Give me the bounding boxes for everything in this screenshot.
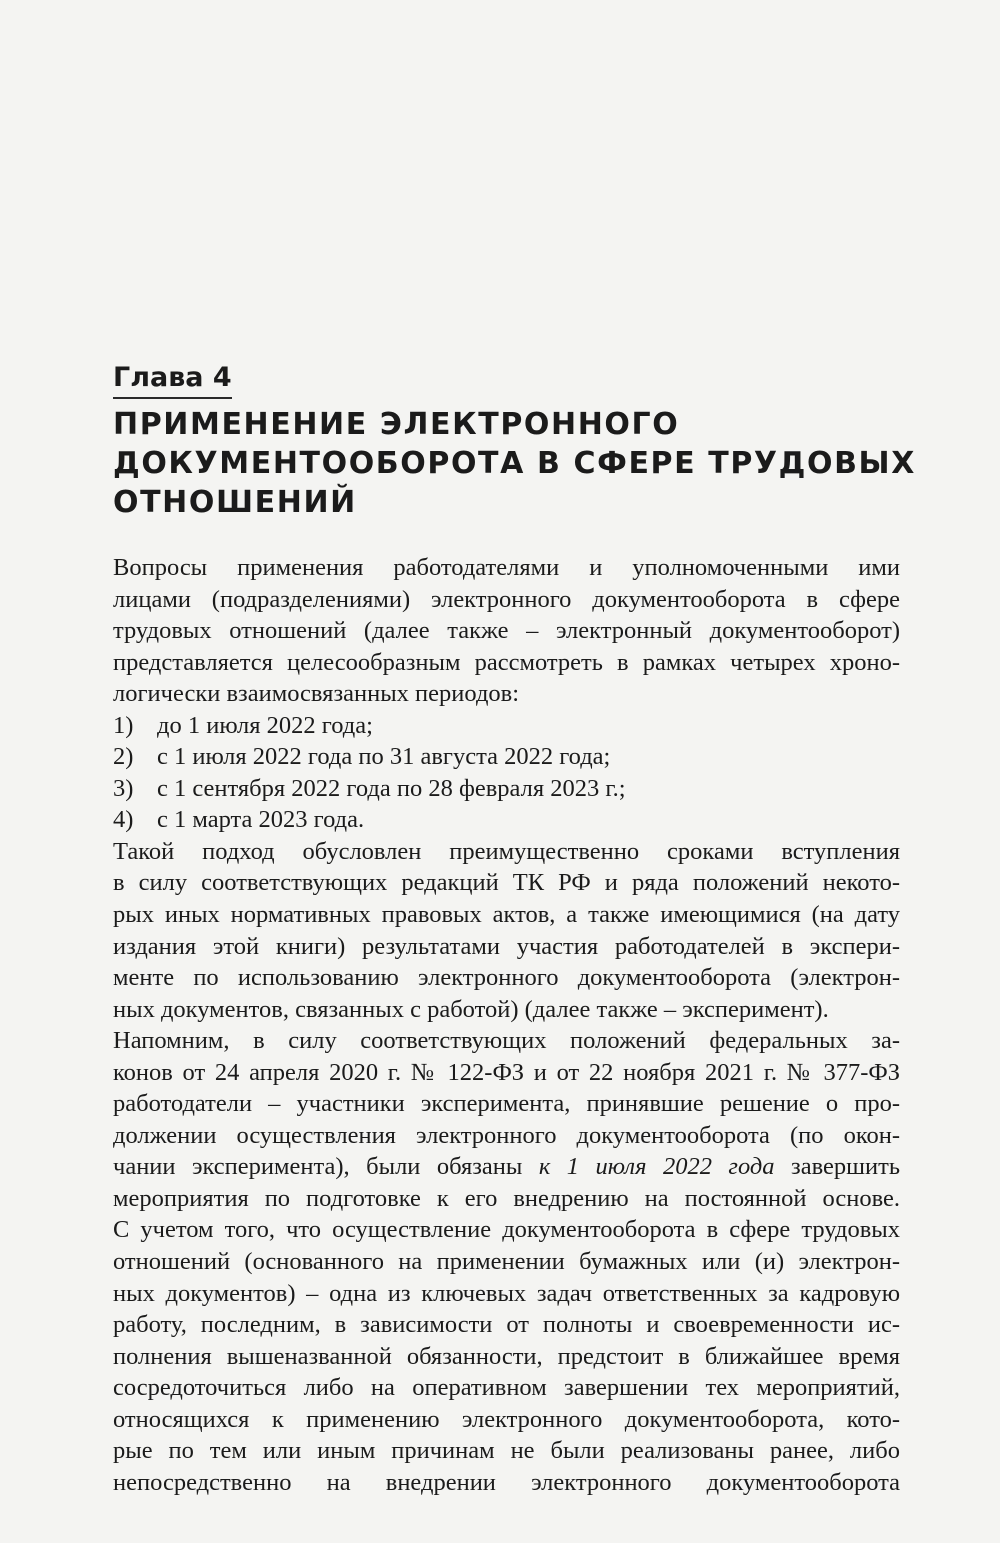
list-text: с 1 марта 2023 года. — [157, 806, 365, 834]
paragraph-line — [113, 1435, 900, 1467]
chapter-title-line: ОТНОШЕНИЙ — [113, 485, 357, 520]
paragraph-line — [113, 647, 900, 679]
line-text: Вопросы применения работодателями и уполномоченными ими — [113, 554, 900, 581]
paragraph-line — [113, 1341, 900, 1373]
line-text: чании эксперимента), были обязаны — [113, 1153, 523, 1181]
line-text: Напомним, в силу соответствующих положений федеральных за- — [113, 1027, 900, 1055]
italic-date: к 1 июля 2022 года — [538, 1153, 775, 1181]
paragraph-line — [113, 1372, 900, 1404]
line-text: трудовых отношений (далее также – электронный документооборот) — [113, 617, 900, 645]
line-text: конов от 24 апреля 2020 г. № 122-ФЗ и от 22 ноября 2021 г. № 377-ФЗ — [113, 1058, 900, 1086]
paragraph-line — [113, 584, 900, 616]
line-text: лицами (подразделениями) электронного документооборота в сфере — [113, 585, 900, 613]
line-text: менте по использованию электронного документооборота (электрон- — [113, 964, 900, 992]
paragraph-line — [113, 552, 900, 584]
line-text: издания этой книги) результатами участия работодателей в экспери- — [113, 932, 900, 960]
line-text: непосредственно на внедрении электронного документооборота — [113, 1468, 900, 1496]
body-text — [113, 552, 900, 1498]
paragraph-line — [113, 1151, 900, 1183]
paragraph-line — [113, 678, 900, 710]
paragraph-line — [113, 1183, 900, 1215]
line-text: отношений (основанного на применении бумажных или (и) электрон- — [113, 1248, 900, 1276]
chapter-title-line: ПРИМЕНЕНИЕ ЭЛЕКТРОННОГО — [113, 407, 680, 442]
list-text: с 1 сентября 2022 года по 28 февраля 2023 г.; — [157, 774, 626, 802]
line-text: должении осуществления электронного документооборота (по окон- — [113, 1121, 900, 1149]
list-number: 3) — [113, 774, 134, 802]
line-text: рых иных нормативных правовых актов, а также имеющимися (на дату — [113, 901, 900, 929]
line-text: относящихся к применению электронного документооборота, кото- — [113, 1405, 900, 1433]
line-text: представляется целесообразным рассмотреть в рамках четырех хроно- — [113, 648, 900, 676]
list-item — [113, 741, 900, 773]
list-number: 4) — [113, 806, 134, 834]
list-item — [113, 804, 900, 836]
paragraph-line — [113, 1025, 900, 1057]
paragraph-line — [113, 899, 900, 931]
line-text: завершить — [791, 1153, 900, 1181]
list-item — [113, 710, 900, 742]
paragraph-line — [113, 1214, 900, 1246]
paragraph-line — [113, 994, 900, 1026]
paragraph-line — [113, 1467, 900, 1499]
line-text: мероприятия по подготовке к его внедрению на постоянной основе. — [113, 1184, 900, 1212]
paragraph-line — [113, 1120, 900, 1152]
paragraph-line — [113, 615, 900, 647]
line-text: рые по тем или иным причинам не были реализованы ранее, либо — [113, 1437, 900, 1465]
line-text: Такой подход обусловлен преимущественно сроками вступления — [113, 837, 900, 865]
line-text: в силу соответствующих редакций ТК РФ и ряда положений некото- — [113, 869, 900, 897]
paragraph-line — [113, 1246, 900, 1278]
paragraph-line — [113, 962, 900, 994]
paragraph-line — [113, 931, 900, 963]
paragraph-line — [113, 1088, 900, 1120]
line-text: полнения вышеназванной обязанности, предстоит в ближайшее время — [113, 1342, 900, 1370]
chapter-label: Глава 4 — [113, 360, 232, 399]
list-number: 2) — [113, 743, 134, 771]
paragraph-line — [113, 1278, 900, 1310]
line-text: работу, последним, в зависимости от полноты и своевременности ис- — [113, 1311, 900, 1339]
paragraph-line — [113, 836, 900, 868]
line-text: сосредоточиться либо на оперативном завершении тех мероприятий, — [113, 1374, 900, 1402]
chapter-title-line: ДОКУМЕНТООБОРОТА В СФЕРЕ ТРУДОВЫХ — [113, 446, 916, 481]
paragraph-line — [113, 1309, 900, 1341]
line-text: ных документов) – одна из ключевых задач ответственных за кадровую — [113, 1279, 900, 1307]
paragraph-line — [113, 867, 900, 899]
line-text: С учетом того, что осуществление документооборота в сфере трудовых — [113, 1216, 900, 1244]
line-text: работодатели – участники эксперимента, принявшие решение о про- — [113, 1090, 900, 1118]
line-text: логически взаимосвязанных периодов: — [113, 680, 520, 708]
list-text: до 1 июля 2022 года; — [157, 711, 373, 739]
list-item — [113, 773, 900, 805]
chapter-title — [113, 405, 916, 522]
paragraph-line — [113, 1057, 900, 1089]
list-text: с 1 июля 2022 года по 31 августа 2022 года; — [157, 743, 611, 771]
paragraph-line — [113, 1404, 900, 1436]
line-text: ных документов, связанных с работой) (далее также – эксперимент). — [113, 995, 829, 1023]
list-number: 1) — [113, 711, 134, 739]
